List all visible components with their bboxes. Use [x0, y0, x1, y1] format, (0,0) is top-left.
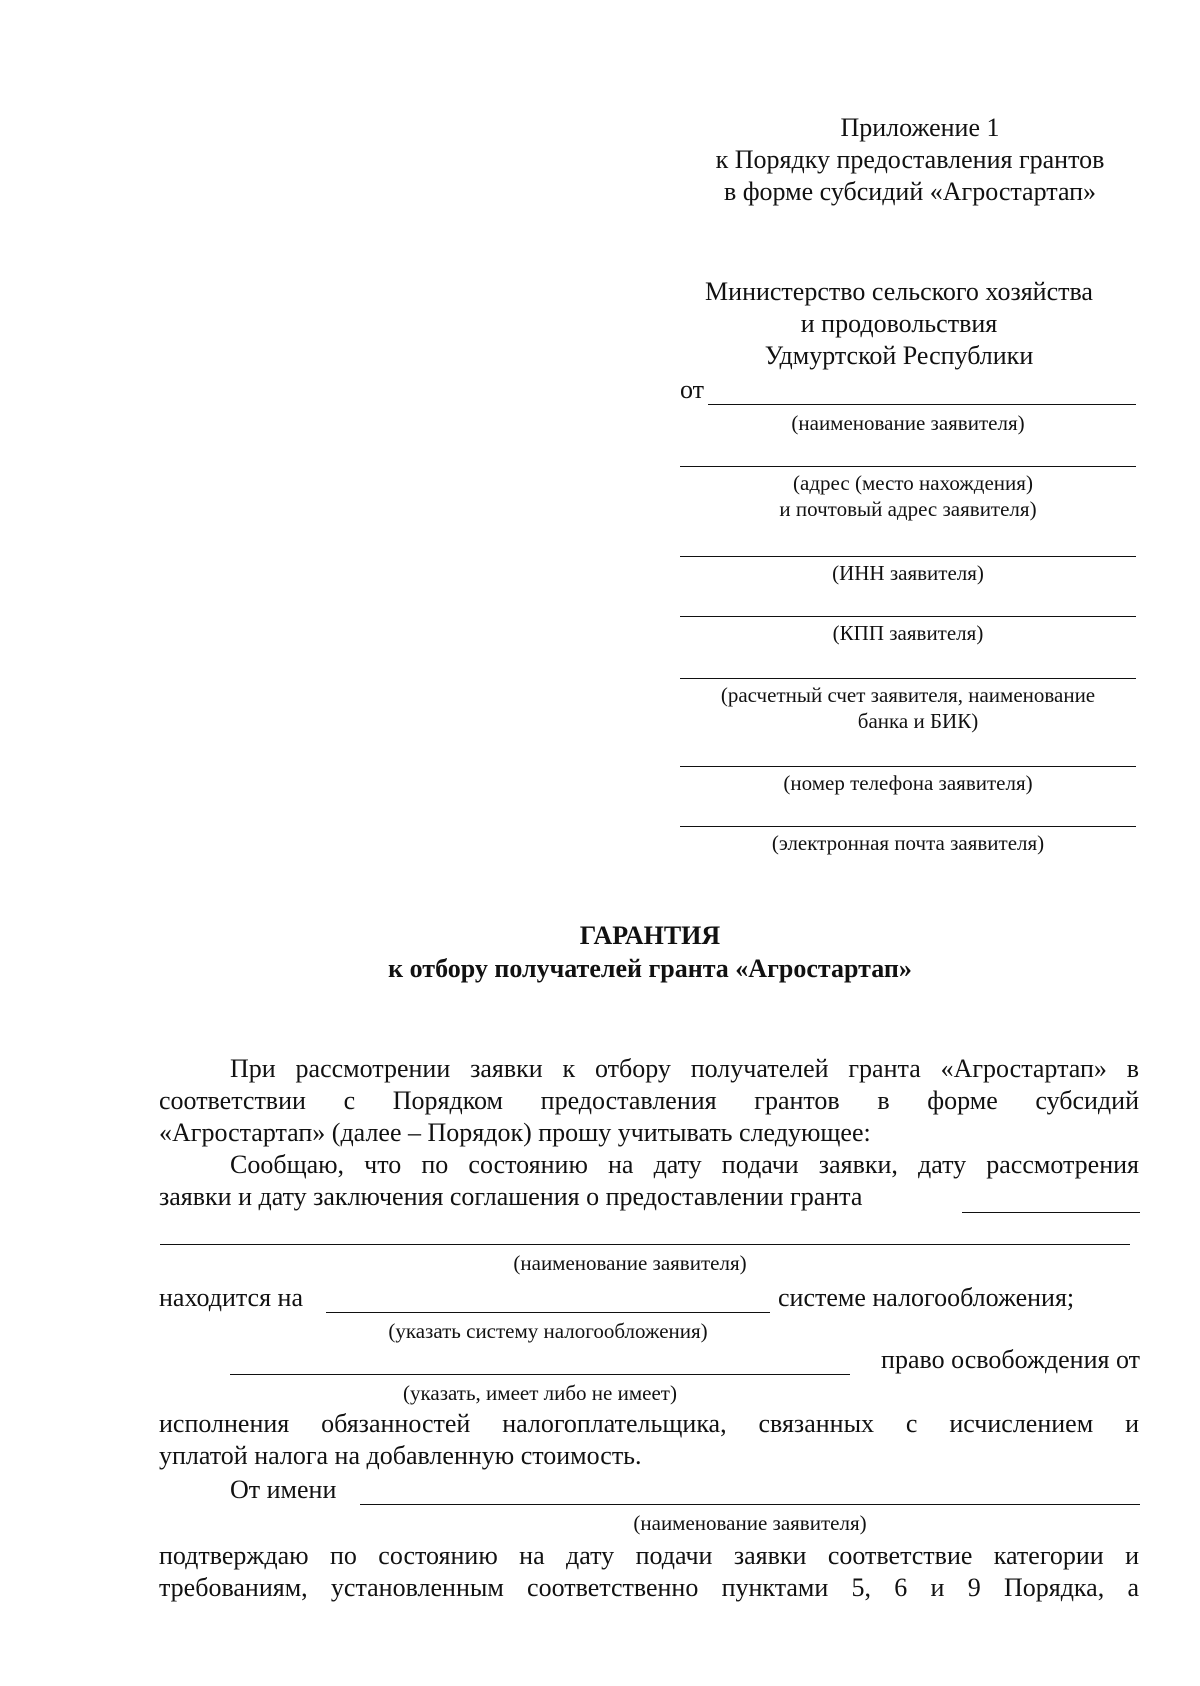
blank-line-has-right: [230, 1374, 850, 1375]
hint-account-1: (расчетный счет заявителя, наименование: [720, 683, 1096, 707]
hint-account: [680, 682, 1136, 734]
appendix-block: [670, 112, 1150, 208]
paragraph-1: [159, 1053, 1139, 1213]
text-line: Сообщаю, что по состоянию на дату подачи заявки, дату рассмотрения: [230, 1150, 1139, 1179]
recipient-block: [684, 276, 1114, 372]
text-line: уплатой налога на добавленную стоимость.: [159, 1441, 642, 1470]
located-on-label: находится на: [159, 1283, 303, 1312]
text-line: При рассмотрении заявки к отбору получателей гранта «Агростартап» в: [230, 1054, 1139, 1083]
hint-inn: (ИНН заявителя): [832, 561, 984, 585]
blank-line-tax-system: [326, 1312, 770, 1313]
text-line: подтверждаю по состоянию на дату подачи заявки соответствие категории и: [159, 1541, 1139, 1570]
hint-applicant-name: (наименование заявителя): [791, 411, 1025, 435]
hint-tax-system: (указать систему налогообложения): [388, 1319, 708, 1343]
hint-has-right: (указать, имеет либо не имеет): [403, 1381, 677, 1405]
address-line: [680, 466, 1136, 467]
hint-applicant-name-2: (наименование заявителя): [513, 1251, 747, 1275]
applicant-name-line: [708, 404, 1136, 405]
hint-kpp: (КПП заявителя): [832, 621, 984, 645]
phone-line: [680, 766, 1136, 767]
appendix-title: Приложение 1: [840, 113, 1000, 142]
text-line: заявки и дату заключения соглашения о предоставлении гранта: [159, 1182, 863, 1211]
on-behalf-label: От имени: [230, 1475, 337, 1504]
text-line: требованиям, установленным соответственно пунктами 5, 6 и 9 Порядка, а: [159, 1573, 1139, 1602]
paragraph-4: [159, 1540, 1139, 1604]
text-line: соответствии с Порядком предоставления грантов в форме субсидий: [159, 1086, 1139, 1115]
blank-line-applicant: [160, 1244, 1130, 1245]
appendix-line: в форме субсидий «Агростартап»: [723, 177, 1097, 206]
paragraph-3: [159, 1408, 1139, 1472]
exemption-right-label: право освобождения от: [881, 1345, 1140, 1374]
blank-line-on-behalf: [360, 1504, 1140, 1505]
hint-address-1: (адрес (место нахождения): [793, 471, 1033, 495]
document-subtitle: к отбору получателей гранта «Агростартап»: [388, 954, 912, 983]
text-line: «Агростартап» (далее – Порядок) прошу учитывать следующее:: [159, 1118, 871, 1147]
account-line: [680, 678, 1136, 679]
email-line: [680, 826, 1136, 827]
recipient-line: Удмуртской Республики: [764, 341, 1034, 370]
hint-address: [680, 470, 1136, 522]
hint-account-2: банка и БИК): [857, 709, 979, 733]
text-line: исполнения обязанностей налогоплательщика, связанных с исчислением и: [159, 1409, 1139, 1438]
appendix-line: к Порядку предоставления грантов: [715, 145, 1105, 174]
document-title: ГАРАНТИЯ: [579, 921, 721, 950]
from-label: от: [680, 375, 705, 404]
kpp-line: [680, 616, 1136, 617]
hint-applicant-name-3: (наименование заявителя): [633, 1511, 867, 1535]
blank-line-grant: [962, 1212, 1140, 1213]
hint-address-2: и почтовый адрес заявителя): [779, 497, 1037, 521]
recipient-line: и продовольствия: [800, 309, 998, 338]
hint-email: (электронная почта заявителя): [771, 831, 1045, 855]
recipient-line: Министерство сельского хозяйства: [705, 277, 1093, 306]
tax-system-label: системе налогообложения;: [778, 1283, 1075, 1312]
hint-phone: (номер телефона заявителя): [783, 771, 1033, 795]
inn-line: [680, 556, 1136, 557]
